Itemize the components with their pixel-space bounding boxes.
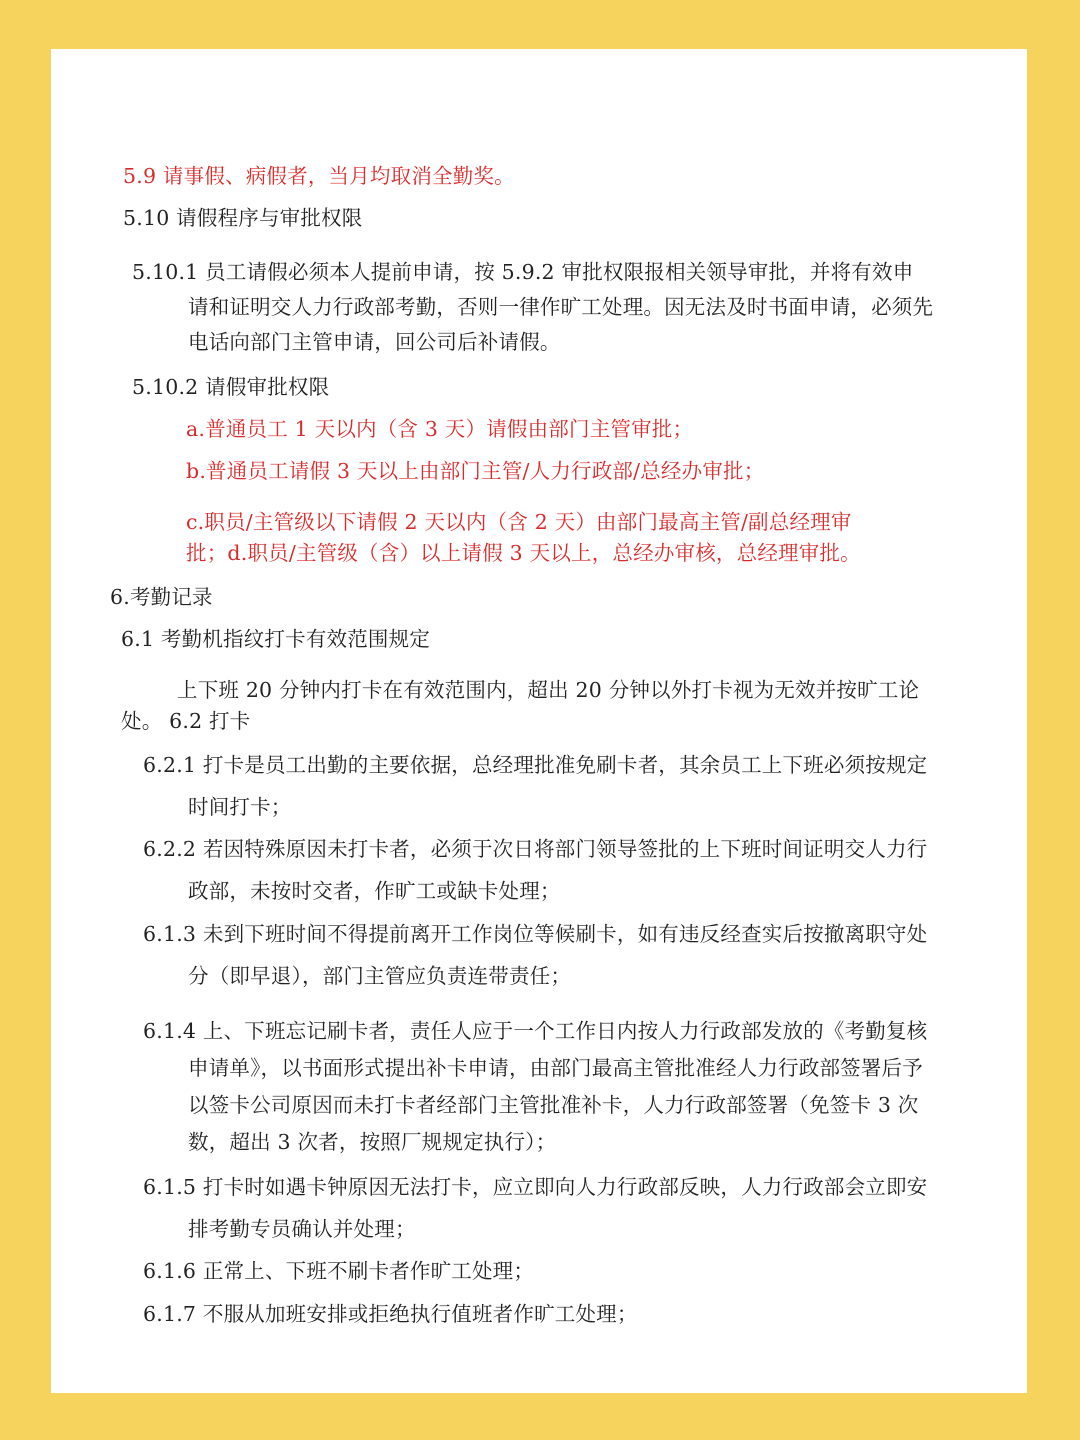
clause-5-10-1-line2: 请和证明交人力行政部考勤，否则一律作旷工处理。因无法及时书面申请，必须先: [188, 295, 934, 319]
clause-5-10-1-line1: 5.10.1 员工请假必须本人提前申请，按 5.9.2 审批权限报相关领导审批，并将有效申: [132, 260, 914, 284]
clause-6-2-1-line1: 6.2.1 打卡是员工出勤的主要依据，总经理批准免刷卡者，其余员工上下班必须按规定: [143, 753, 928, 777]
clause-6-1-3-line2: 分（即早退），部门主管应负责连带责任；: [188, 964, 572, 988]
clause-6-1-4-line2: 申请单》，以书面形式提出补卡申请，由部门最高主管批准经人力行政部签署后予: [188, 1056, 923, 1080]
heading-5-10: 5.10 请假程序与审批权限: [123, 206, 363, 230]
document-page: [51, 49, 1027, 1393]
clause-6-1-5-line2: 排考勤专员确认并处理；: [188, 1217, 416, 1241]
clause-5-10-1-line3: 电话向部门主管申请，回公司后补请假。: [188, 330, 561, 354]
approval-item-c-line1: c.职员/主管级以下请假 2 天以内（含 2 天）由部门最高主管/副总经理审: [186, 510, 852, 534]
clause-6-1-4-line1: 6.1.4 上、下班忘记刷卡者，责任人应于一个工作日内按人力行政部发放的《考勤复核: [143, 1019, 928, 1043]
clause-6-2-1-line2: 时间打卡；: [188, 795, 292, 819]
clause-6-1-line1: 上下班 20 分钟内打卡在有效范围内，超出 20 分钟以外打卡视为无效并按旷工论: [177, 678, 920, 702]
heading-6-1: 6.1 考勤机指纹打卡有效范围规定: [121, 627, 431, 651]
clause-6-1-4-line4: 数，超出 3 次者，按照厂规规定执行）；: [188, 1130, 557, 1154]
approval-item-c-line2: 批；d.职员/主管级（含）以上请假 3 天以上，总经办审核，总经理审批。: [186, 541, 861, 565]
clause-6-1-7: 6.1.7 不服从加班安排或拒绝执行值班者作旷工处理；: [143, 1302, 638, 1326]
clause-6-1-3-line1: 6.1.3 未到下班时间不得提前离开工作岗位等候刷卡，如有违反经查实后按撤离职守处: [143, 922, 928, 946]
approval-item-a: a.普通员工 1 天以内（含 3 天）请假由部门主管审批；: [186, 417, 694, 441]
approval-item-b: b.普通员工请假 3 天以上由部门主管/人力行政部/总经办审批；: [186, 459, 765, 483]
clause-6-1-line2: 处。 6.2 打卡: [121, 709, 251, 733]
clause-5-9: 5.9 请事假、病假者，当月均取消全勤奖。: [123, 164, 515, 188]
clause-6-1-4-line3: 以签卡公司原因而未打卡者经部门主管批准补卡，人力行政部签署（免签卡 3 次: [188, 1093, 919, 1117]
heading-6: 6.考勤记录: [110, 585, 213, 609]
clause-6-1-6: 6.1.6 正常上、下班不刷卡者作旷工处理；: [143, 1259, 535, 1283]
heading-5-10-2: 5.10.2 请假审批权限: [132, 375, 330, 399]
clause-6-1-5-line1: 6.1.5 打卡时如遇卡钟原因无法打卡，应立即向人力行政部反映，人力行政部会立即安: [143, 1175, 928, 1199]
clause-6-2-2-line2: 政部，未按时交者，作旷工或缺卡处理；: [188, 879, 561, 903]
clause-6-2-2-line1: 6.2.2 若因特殊原因未打卡者，必须于次日将部门领导签批的上下班时间证明交人力行: [143, 837, 928, 861]
